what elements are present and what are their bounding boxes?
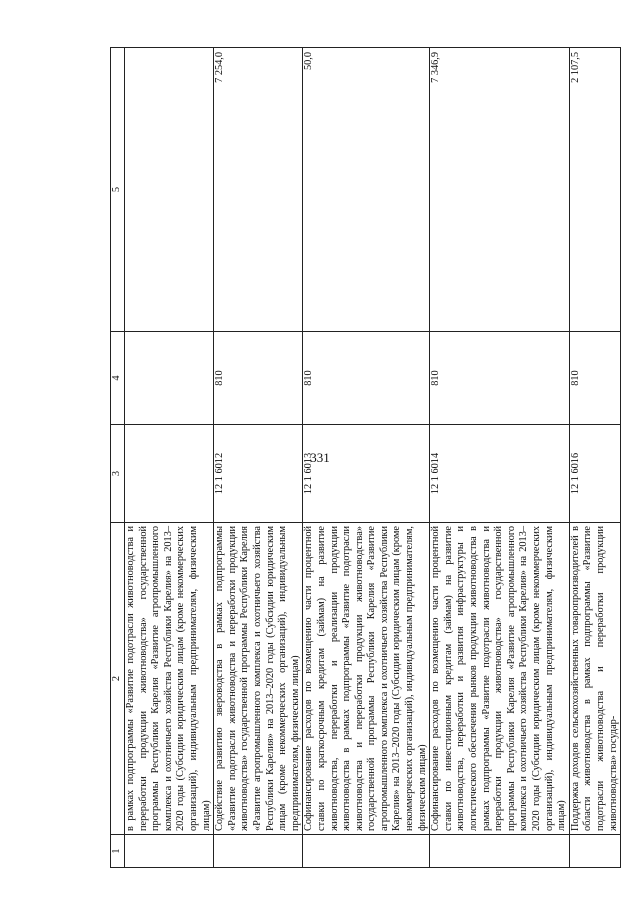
expense-name-cell: Поддержка доходов сельскохозяйственных товаропроизводителей в области животноводства в рамках подпрограммы «Развитие подотрасли животноводства и переработки продукции животноводства» государ- — [569, 523, 620, 835]
target-code-cell: 12 1 6014 — [430, 425, 570, 523]
header-col-1: 1 — [111, 835, 125, 868]
target-code-cell: 12 1 6016 — [569, 425, 620, 523]
target-code-cell: 12 1 6012 — [214, 425, 303, 523]
table-row — [303, 48, 430, 868]
header-col-2: 2 — [111, 523, 125, 835]
header-col-4: 4 — [111, 332, 125, 425]
amount-cell — [125, 48, 214, 332]
expense-name-cell: в рамках подпрограммы «Развитие подотрасли животноводства и переработки продукции животноводства» государственной программы Республики Карелия «Развитие агропромышленного комплекса и охотничьего хозяйства Республики Карелия» на 2013–2020 годы (Субсидии юридическим лицам (кроме некоммерческих организаций), индивидуальным предпринимателям, физическим лицам) — [125, 523, 214, 835]
amount-cell: 50,0 — [303, 48, 430, 332]
amount-cell: 2 107,5 — [569, 48, 620, 332]
rotated-table-wrapper — [110, 48, 619, 868]
expense-name-cell: Софинансирование расходов по возмещению части процентной ставки по краткосрочным кредитам (займам) на развитие животноводства, переработки и реализации продукции животноводства в рамках подпрограммы «Развитие подотрасли животноводства и переработки продукции животноводства» государственной программы Республики Карелия «Развитие агропромышленного комплекса и охотничьего хозяйства Республики Карелия» на 2013–2020 годы (Субсидии юридическим лицам (кроме некоммерческих организаций), индивидуальным предпринимателям, физическим лицам) — [303, 523, 430, 835]
header-col-3: 3 — [111, 425, 125, 523]
amount-cell: 7 346,9 — [430, 48, 570, 332]
row-number-cell — [303, 835, 430, 868]
expense-type-cell: 810 — [430, 332, 570, 425]
row-number-cell — [125, 835, 214, 868]
expense-type-cell: 810 — [303, 332, 430, 425]
amount-cell: 7 254,0 — [214, 48, 303, 332]
row-number-cell — [569, 835, 620, 868]
row-number-cell — [214, 835, 303, 868]
table-row — [430, 48, 570, 868]
table-row — [569, 48, 620, 868]
table-row — [214, 48, 303, 868]
target-code-cell — [125, 425, 214, 523]
page-number: 331 — [310, 450, 330, 465]
header-col-5: 5 — [111, 48, 125, 332]
budget-table — [110, 47, 621, 868]
expense-name-cell: Содействие развитию звероводства в рамках подпрограммы «Развитие подотрасли животноводства и переработки продукции животноводства» государственной программы Республики Карелия «Развитие агропромышленного комплекса и охотничьего хозяйства Республики Карелия» на 2013–2020 годы (Субсидии юридическим лицам (кроме некоммерческих организаций), индивидуальным предпринимателям, физическим лицам) — [214, 523, 303, 835]
expense-type-cell — [125, 332, 214, 425]
row-number-cell — [430, 835, 570, 868]
expense-name-cell: Софинансирование расходов по возмещению части процентной ставки по инвестиционным кредитам (займам) на развитие животноводства, переработки и развития инфраструктуры и логистического обеспечения рынков продукции животноводства в рамках подпрограммы «Развитие подотрасли животноводства и переработки продукции животноводства» государственной программы Республики Карелия «Развитие агропромышленного комплекса и охотничьего хозяйства Республики Карелия» на 2013–2020 годы (Субсидии юридическим лицам (кроме некоммерческих организаций), индивидуальным предпринимателям, физическим лицам) — [430, 523, 570, 835]
table-row — [125, 48, 214, 868]
expense-type-cell: 810 — [569, 332, 620, 425]
table-header-row — [111, 48, 125, 868]
target-code-cell: 12 1 6013 — [303, 425, 430, 523]
expense-type-cell: 810 — [214, 332, 303, 425]
